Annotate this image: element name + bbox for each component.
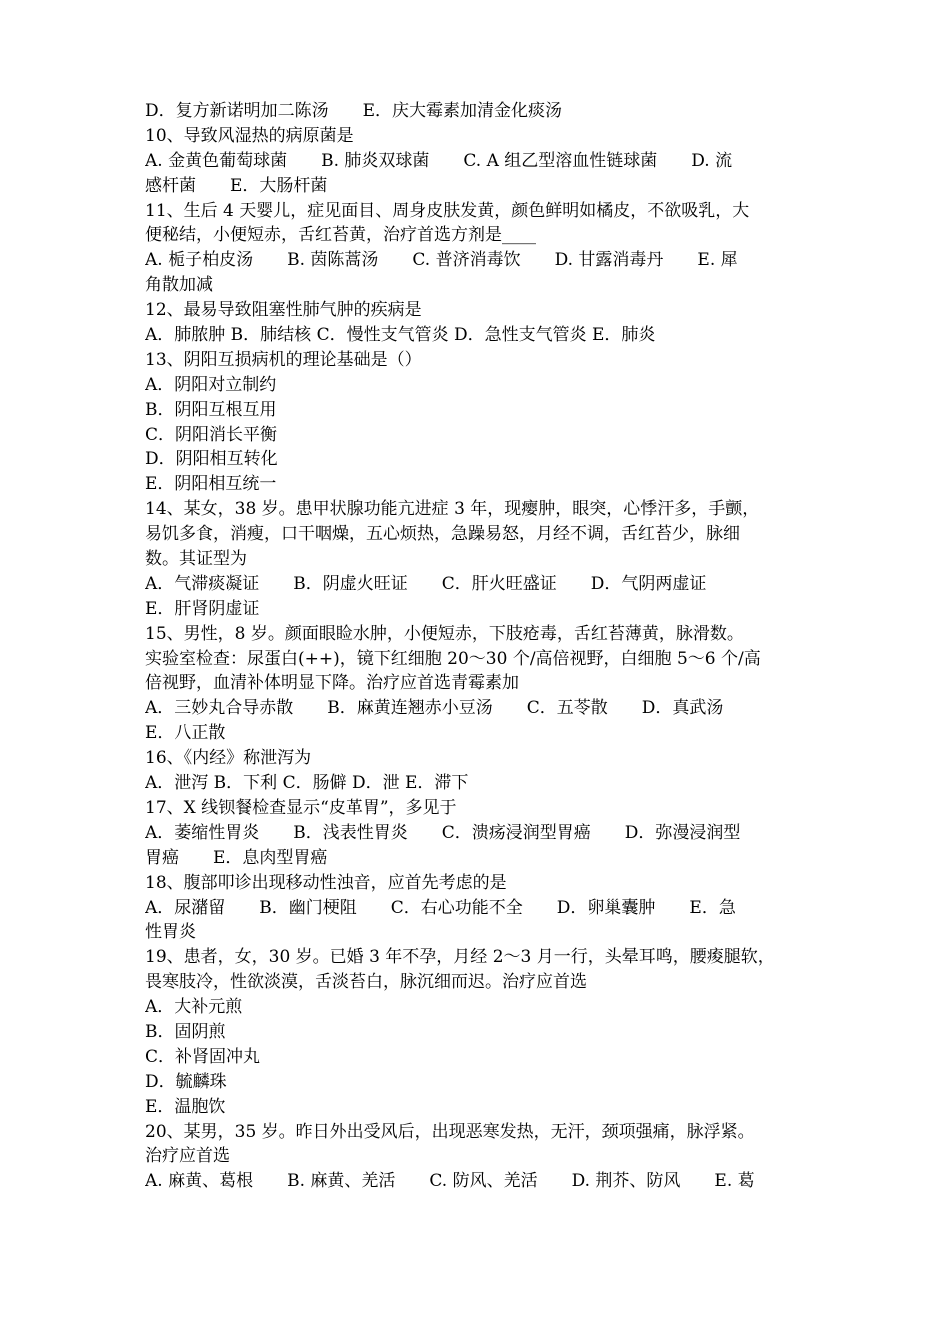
text-line: E．阴阳相互统一 <box>145 474 277 495</box>
text-line: C．补肾固冲丸 <box>145 1046 261 1067</box>
text-line: 19、患者，女，30 岁。已婚 3 年不孕，月经 2～3 月一行，头晕耳鸣，腰痠腿软， <box>145 947 775 968</box>
text-line: A．泄泻 B．下利 C．肠僻 D．泄 E．滞下 <box>145 773 469 794</box>
text-line: 12、最易导致阻塞性肺气肿的疾病是 <box>145 300 422 321</box>
text-line: 治疗应首选 <box>145 1146 230 1167</box>
text-line: 15、男性，8 岁。颜面眼睑水肿，小便短赤，下肢疮毒，舌红苔薄黄，脉滑数。 <box>145 623 744 644</box>
text-line: D．阴阳相互转化 <box>145 449 278 470</box>
text-line: 畏寒肢冷，性欲淡漠，舌淡苔白，脉沉细而迟。治疗应首选 <box>145 972 587 993</box>
text-line: D．毓麟珠 <box>145 1071 227 1092</box>
text-line: B．固阴煎 <box>145 1021 226 1042</box>
text-line: 胃癌 E．息肉型胃癌 <box>145 847 328 868</box>
text-line: 20、某男，35 岁。昨日外出受风后，出现恶寒发热，无汗，颈项强痛，脉浮紧。 <box>145 1121 755 1142</box>
text-line: E．肝肾阴虚证 <box>145 598 260 619</box>
text-line: A．肺脓肿 B．肺结核 C．慢性支气管炎 D．急性支气管炎 E．肺炎 <box>145 325 656 346</box>
text-line: A．气滞痰凝证 B．阴虚火旺证 C．肝火旺盛证 D．气阴两虚证 <box>145 573 707 594</box>
text-line: A．大补元煎 <box>145 997 243 1018</box>
text-line: D．复方新诺明加二陈汤 E．庆大霉素加清金化痰汤 <box>145 101 563 121</box>
text-line: 性胃炎 <box>145 922 196 943</box>
text-line: C．阴阳消长平衡 <box>145 424 278 445</box>
text-line: 易饥多食，消瘦，口干咽燥，五心烦热，急躁易怒，月经不调，舌红苔少，脉细 <box>145 524 740 545</box>
text-line: 17、X 线钡餐检查显示“皮革胃”，多见于 <box>145 797 457 818</box>
text-line: 实验室检查：尿蛋白(++)，镜下红细胞 20～30 个/高倍视野，白细胞 5～6 个/高 <box>145 648 761 669</box>
text-line: 角散加减 <box>145 275 213 296</box>
text-line: 16、《内经》称泄泻为 <box>145 748 312 769</box>
question-text <box>145 99 810 1194</box>
text-line: 数。其证型为 <box>145 549 247 570</box>
text-line: 感杆菌 E．大肠杆菌 <box>145 175 328 196</box>
text-line: 18、腹部叩诊出现移动性浊音，应首先考虑的是 <box>145 872 507 893</box>
text-line: A．阴阳对立制约 <box>145 374 277 395</box>
text-line: 14、某女，38 岁。患甲状腺功能亢进症 3 年，现瘿肿，眼突，心悸汗多，手颤， <box>145 499 760 520</box>
text-line: 10、导致风湿热的病原菌是 <box>145 125 354 146</box>
text-line: E．温胞饮 <box>145 1096 226 1117</box>
text-line: A．三妙丸合导赤散 B．麻黄连翘赤小豆汤 C．五苓散 D．真武汤 <box>145 698 724 719</box>
text-line: A. 金黄色葡萄球菌 B. 肺炎双球菌 C. A 组乙型溶血性链球菌 D. 流 <box>145 150 733 171</box>
text-line: B．阴阳互根互用 <box>145 399 277 420</box>
text-line: 倍视野，血清补体明显下降。治疗应首选青霉素加 <box>145 673 519 694</box>
text-line: 11、生后 4 天婴儿，症见面目、周身皮肤发黄，颜色鲜明如橘皮，不欲吸乳，大 <box>145 200 750 221</box>
text-line: 13、阴阳互损病机的理论基础是（） <box>145 349 422 370</box>
text-line: A. 麻黄、葛根 B. 麻黄、羌活 C. 防风、羌活 D. 荆芥、防风 E. 葛 <box>145 1171 755 1192</box>
text-line: A. 栀子柏皮汤 B. 茵陈蒿汤 C. 普济消毒饮 D. 甘露消毒丹 E. 犀 <box>145 250 738 271</box>
text-line: E．八正散 <box>145 723 226 744</box>
text-line: A．尿潴留 B．幽门梗阻 C．右心功能不全 D．卵巢囊肿 E．急 <box>145 897 736 918</box>
text-line: A．萎缩性胃炎 B．浅表性胃炎 C．溃疡浸润型胃癌 D．弥漫浸润型 <box>145 822 741 843</box>
text-line: 便秘结，小便短赤，舌红苔黄，治疗首选方剂是____ <box>145 225 536 246</box>
